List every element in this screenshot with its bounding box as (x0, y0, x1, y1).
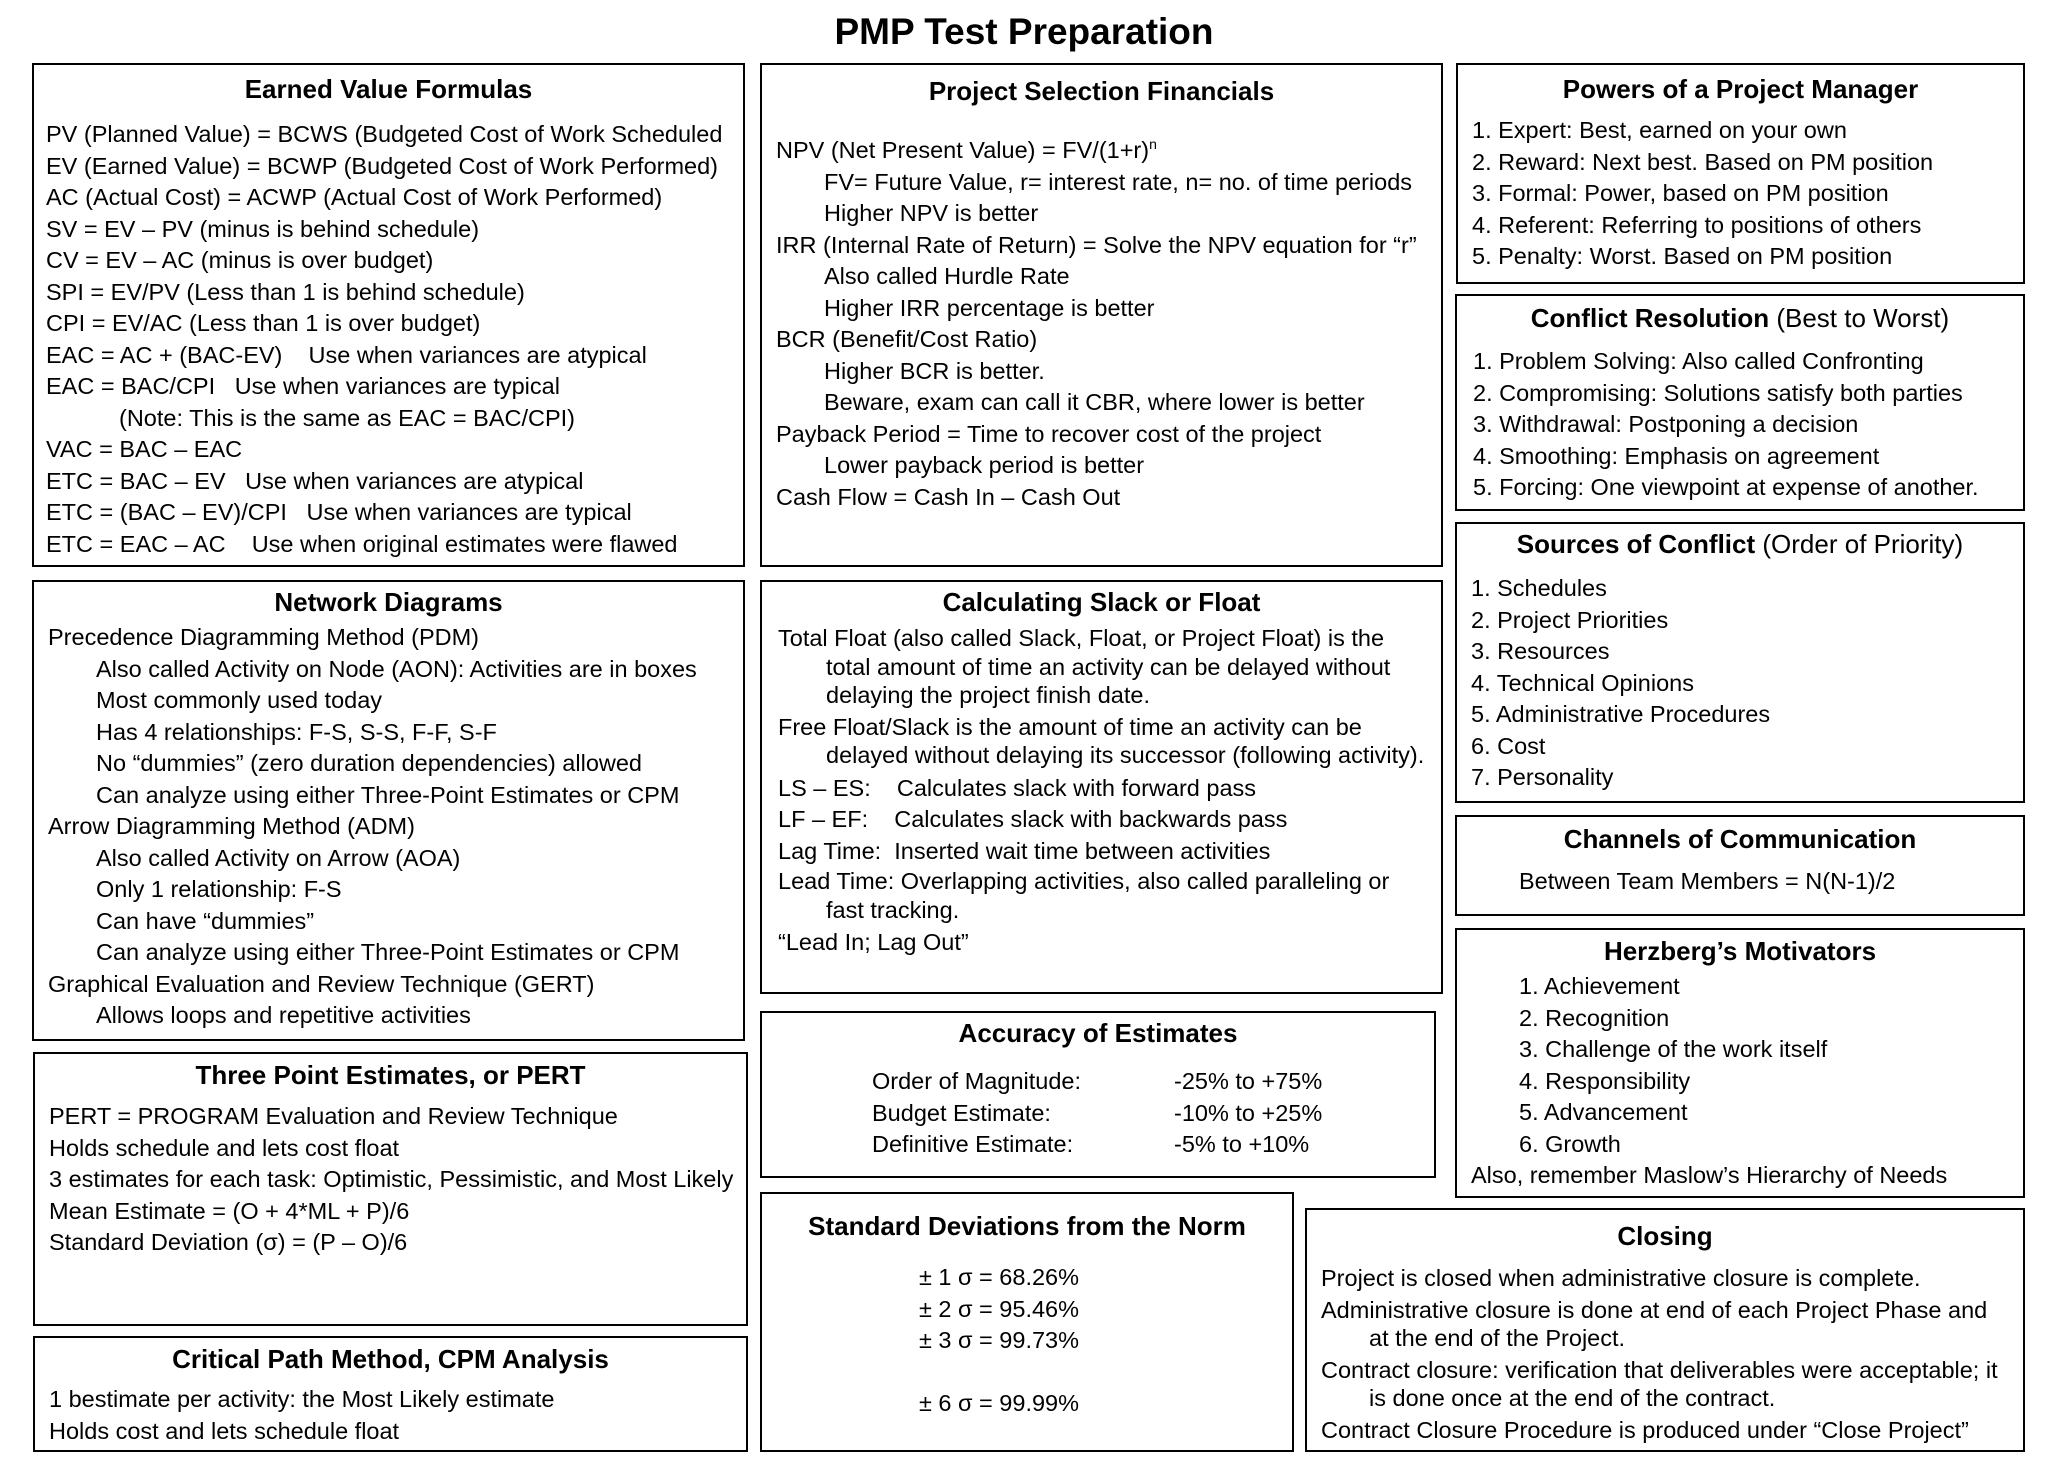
formula-note: (Note: This is the same as EAC = BAC/CPI) (119, 404, 576, 431)
diagram-line: Can analyze using either Three-Point Estimates or CPM (96, 781, 680, 808)
list-item: 1. Problem Solving: Also called Confronting (1473, 348, 1924, 374)
slack-paragraph: Total Float (also called Slack, Float, or Project Float) is the total amount of time an activity can be delayed without delaying the project finish date. (778, 625, 1391, 708)
formula-line: EAC = BAC/CPI Use when variances are typical (46, 373, 560, 399)
closing-paragraph: Contract closure: verification that deliverables were acceptable; it is done once at the end of the contract. (1321, 1356, 1998, 1411)
list-item: 3. Challenge of the work itself (1519, 1036, 1828, 1062)
formula-line: CV = EV – AC (minus is over budget) (46, 247, 434, 273)
conflict-resolution-body (1473, 346, 2023, 504)
spacer (919, 1357, 1292, 1388)
cpm-line: 1 bestimate per activity: the Most Likely estimate (49, 1386, 555, 1412)
pert-title: Three Point Estimates, or PERT (195, 1060, 586, 1090)
formula-line: AC (Actual Cost) = ACWP (Actual Cost of Work Performed) (46, 184, 663, 210)
slack-box (760, 580, 1443, 994)
powers-body (1472, 115, 2023, 273)
accuracy-row: Definitive Estimate: -5% to +10% (872, 1131, 1310, 1157)
slack-line: Lag Time: Inserted wait time between activities (778, 837, 1271, 864)
diagram-line: Has 4 relationships: F-S, S-S, F-F, S-F (96, 718, 497, 745)
conflict-resolution-title: Conflict Resolution (Best to Worst) (1530, 303, 1950, 333)
slack-line: LF – EF: Calculates slack with backwards pass (778, 806, 1288, 832)
herzberg-body (1471, 971, 2023, 1192)
slack-title: Calculating Slack or Float (942, 587, 1261, 617)
pert-line: 3 estimates for each task: Optimistic, Pessimistic, and Most Likely (49, 1166, 734, 1192)
list-item: 3. Withdrawal: Postponing a decision (1473, 411, 1859, 437)
closing-box (1305, 1208, 2025, 1452)
list-item: 3. Resources (1471, 638, 1610, 664)
slack-paragraph: Free Float/Slack is the amount of time an activity can be delayed without delaying its successor (following activity). (778, 713, 1425, 768)
powers-title: Powers of a Project Manager (1562, 74, 1919, 104)
cpm-body (49, 1384, 746, 1447)
financial-line: Payback Period = Time to recover cost of the project (776, 420, 1322, 447)
financial-line: Lower payback period is better (824, 452, 1145, 478)
slack-line: LS – ES: Calculates slack with forward pass (778, 774, 1257, 801)
herzberg-note: Also, remember Maslow’s Hierarchy of Needs (1471, 1162, 1948, 1188)
list-item: 7. Personality (1471, 764, 1614, 790)
earned-value-title: Earned Value Formulas (244, 74, 533, 104)
pert-box (33, 1052, 748, 1326)
cpm-title: Critical Path Method, CPM Analysis (172, 1344, 609, 1374)
formula-line: ETC = EAC – AC Use when original estimates were flawed (46, 530, 678, 557)
slack-line: “Lead In; Lag Out” (778, 929, 969, 955)
formula-line: EAC = AC + (BAC-EV) Use when variances are atypical (46, 341, 647, 368)
list-item: 4. Referent: Referring to positions of others (1472, 211, 1922, 238)
list-item: 5. Forcing: One viewpoint at expense of another. (1473, 474, 1979, 500)
diagram-line: Only 1 relationship: F-S (96, 876, 342, 902)
list-item: 2. Compromising: Solutions satisfy both parties (1473, 379, 1963, 406)
diagram-line: Allows loops and repetitive activities (96, 1002, 471, 1028)
list-item: 2. Recognition (1519, 1004, 1670, 1031)
accuracy-row: Order of Magnitude: -25% to +75% (872, 1068, 1323, 1094)
formula-line: SPI = EV/PV (Less than 1 is behind schedule) (46, 278, 525, 305)
formula-line: EV (Earned Value) = BCWP (Budgeted Cost of Work Performed) (46, 152, 718, 179)
list-item: 3. Formal: Power, based on PM position (1472, 180, 1889, 206)
diagram-line: Most commonly used today (96, 687, 383, 713)
network-diagrams-body (48, 622, 743, 1032)
financial-line: IRR (Internal Rate of Return) = Solve the NPV equation for “r” (776, 231, 1417, 258)
formula-line: PV (Planned Value) = BCWS (Budgeted Cost of Work Scheduled (46, 121, 723, 147)
project-selection-box (760, 63, 1443, 567)
diagram-line: Also called Activity on Node (AON): Activities are in boxes (96, 655, 697, 682)
pert-line: Mean Estimate = (O + 4*ML + P)/6 (49, 1197, 410, 1224)
pert-line: Standard Deviation (σ) = (P – O)/6 (49, 1229, 408, 1255)
financial-line: Higher BCR is better. (824, 357, 1045, 384)
slack-body (778, 624, 1429, 959)
list-item: 1. Expert: Best, earned on your own (1472, 117, 1847, 143)
diagram-line: No “dummies” (zero duration dependencies) allowed (96, 750, 642, 776)
pert-line: PERT = PROGRAM Evaluation and Review Technique (49, 1103, 618, 1129)
financial-line: BCR (Benefit/Cost Ratio) (776, 326, 1038, 352)
formula-line: VAC = BAC – EAC (46, 436, 243, 462)
channels-formula: Between Team Members = N(N-1)/2 (1519, 868, 1896, 894)
accuracy-body (872, 1066, 1434, 1161)
channels-box (1455, 815, 2025, 916)
powers-box (1456, 63, 2025, 284)
accuracy-row: Budget Estimate: -10% to +25% (872, 1099, 1323, 1126)
herzberg-box (1455, 928, 2025, 1198)
closing-body (1321, 1264, 2011, 1444)
list-item: 4. Technical Opinions (1471, 669, 1694, 696)
network-diagrams-box (32, 580, 745, 1041)
cpm-box (33, 1336, 748, 1452)
sources-of-conflict-body (1471, 573, 2023, 794)
diagram-line: Arrow Diagramming Method (ADM) (48, 813, 415, 839)
herzberg-title: Herzberg’s Motivators (1603, 936, 1877, 966)
std-dev-title: Standard Deviations from the Norm (808, 1211, 1246, 1241)
closing-title: Closing (1617, 1221, 1713, 1251)
list-item: 2. Reward: Next best. Based on PM position (1472, 148, 1934, 175)
list-item: 4. Smoothing: Emphasis on agreement (1473, 442, 1880, 469)
closing-paragraph: Administrative closure is done at end of each Project Phase and at the end of the Project. (1321, 1296, 1988, 1351)
financial-line: FV= Future Value, r= interest rate, n= no. of time periods (824, 168, 1413, 195)
financial-line: Beware, exam can call it CBR, where lower is better (824, 389, 1365, 415)
list-item: 1. Achievement (1519, 973, 1680, 999)
list-item: 6. Cost (1471, 732, 1546, 759)
project-selection-title: Project Selection Financials (928, 76, 1275, 106)
pert-body (49, 1101, 746, 1259)
list-item: 5. Advancement (1519, 1099, 1688, 1125)
page-title: PMP Test Preparation (834, 11, 1214, 52)
list-item: 6. Growth (1519, 1130, 1621, 1157)
channels-body (1519, 866, 2023, 898)
channels-title: Channels of Communication (1563, 824, 1917, 854)
earned-value-box (32, 63, 745, 567)
formula-line: ETC = BAC – EV Use when variances are atypical (46, 467, 584, 494)
formula-line: CPI = EV/AC (Less than 1 is over budget) (46, 310, 481, 336)
list-item: 4. Responsibility (1519, 1067, 1691, 1094)
list-item: 1. Schedules (1471, 575, 1607, 601)
formula-line: ETC = (BAC – EV)/CPI Use when variances are typical (46, 499, 632, 525)
sources-of-conflict-box (1455, 522, 2025, 803)
financial-line: Higher NPV is better (824, 200, 1039, 226)
formula-line: SV = EV – PV (minus is behind schedule) (46, 215, 480, 242)
financial-line: Also called Hurdle Rate (824, 263, 1070, 289)
closing-paragraph: Contract Closure Procedure is produced under “Close Project” (1321, 1416, 1969, 1443)
npv-line: NPV (Net Present Value) = $FV/(1+r)^n$ (776, 136, 1157, 163)
diagram-line: Graphical Evaluation and Review Technique (GERT) (48, 970, 595, 997)
diagram-line: Can analyze using either Three-Point Estimates or CPM (96, 939, 680, 965)
std-dev-line: ± 3 σ = 99.73% (919, 1327, 1080, 1353)
pert-line: Holds schedule and lets cost float (49, 1134, 400, 1161)
diagram-line: Can have “dummies” (96, 907, 315, 934)
std-dev-line: ± 1 σ = 68.26% (919, 1264, 1080, 1290)
diagram-line: Precedence Diagramming Method (PDM) (48, 624, 479, 650)
sources-of-conflict-title: Sources of Conflict (Order of Priority) (1516, 529, 1964, 559)
financial-line: Higher IRR percentage is better (824, 294, 1155, 321)
conflict-resolution-box (1455, 294, 2025, 511)
std-dev-line: ± 6 σ = 99.99% (919, 1389, 1080, 1416)
slack-paragraph: Lead Time: Overlapping activities, also called paralleling or fast tracking. (778, 868, 1390, 923)
std-dev-line: ± 2 σ = 95.46% (919, 1295, 1080, 1322)
list-item: 5. Penalty: Worst. Based on PM position (1472, 243, 1893, 269)
std-dev-body (919, 1262, 1292, 1419)
project-selection-body (776, 135, 1441, 513)
financial-line: Cash Flow = Cash In – Cash Out (776, 483, 1121, 510)
list-item: 5. Administrative Procedures (1471, 701, 1771, 727)
network-diagrams-title: Network Diagrams (274, 587, 503, 617)
cpm-line: Holds cost and lets schedule float (49, 1417, 400, 1444)
accuracy-title: Accuracy of Estimates (958, 1018, 1238, 1048)
std-dev-box (760, 1192, 1294, 1452)
earned-value-body (46, 119, 743, 560)
diagram-line: Also called Activity on Arrow (AOA) (96, 844, 461, 871)
accuracy-box (760, 1011, 1436, 1178)
closing-paragraph: Project is closed when administrative closure is complete. (1321, 1265, 1921, 1291)
list-item: 2. Project Priorities (1471, 606, 1669, 633)
